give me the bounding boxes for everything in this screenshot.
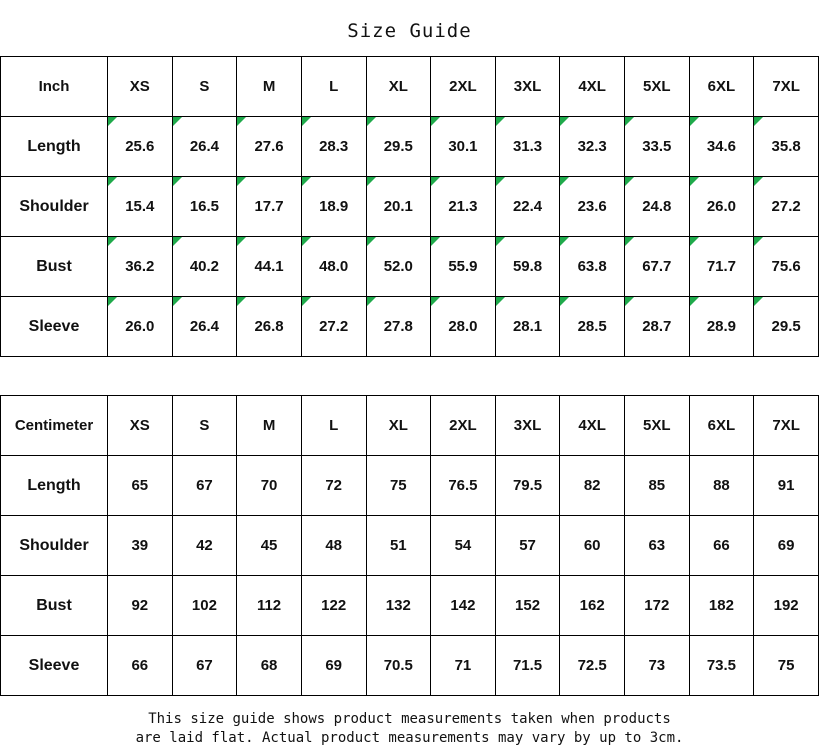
table-row (1, 297, 819, 357)
cm-sleeve-4xl: 72.5 (560, 636, 625, 696)
inch-bust-5xl: 67.7 (625, 237, 690, 297)
cm-size-header-3xl: 3XL (495, 396, 560, 456)
inch-length-6xl: 34.6 (689, 117, 754, 177)
table-spacer (0, 357, 819, 395)
inch-length-l: 28.3 (301, 117, 366, 177)
size-header-7xl: 7XL (754, 57, 819, 117)
inch-sleeve-5xl: 28.7 (625, 297, 690, 357)
size-header-6xl: 6XL (689, 57, 754, 117)
cm-size-header-4xl: 4XL (560, 396, 625, 456)
cm-length-5xl: 85 (625, 456, 690, 516)
inch-length-7xl: 35.8 (754, 117, 819, 177)
cm-length-xs: 65 (108, 456, 173, 516)
inch-bust-6xl: 71.7 (689, 237, 754, 297)
cm-sleeve-2xl: 71 (431, 636, 496, 696)
inch-sleeve-7xl: 29.5 (754, 297, 819, 357)
footnote-line-2: are laid flat. Actual product measurements may vary by up to 3cm. (135, 730, 684, 746)
inch-row-label-bust: Bust (1, 237, 108, 297)
size-header-s: S (172, 57, 237, 117)
cm-row-label-length: Length (1, 456, 108, 516)
cm-bust-5xl: 172 (625, 576, 690, 636)
inch-length-4xl: 32.3 (560, 117, 625, 177)
inch-bust-3xl: 59.8 (495, 237, 560, 297)
cm-sleeve-3xl: 71.5 (495, 636, 560, 696)
table-row (1, 177, 819, 237)
size-header-xl: XL (366, 57, 431, 117)
inch-length-2xl: 30.1 (431, 117, 496, 177)
cm-bust-4xl: 162 (560, 576, 625, 636)
cm-bust-3xl: 152 (495, 576, 560, 636)
inch-length-5xl: 33.5 (625, 117, 690, 177)
cm-shoulder-5xl: 63 (625, 516, 690, 576)
cm-bust-xl: 132 (366, 576, 431, 636)
cm-length-l: 72 (301, 456, 366, 516)
centimeter-size-table (0, 395, 819, 696)
inch-bust-2xl: 55.9 (431, 237, 496, 297)
size-header-m: M (237, 57, 302, 117)
inch-row-label-shoulder: Shoulder (1, 177, 108, 237)
inch-bust-xl: 52.0 (366, 237, 431, 297)
cm-length-m: 70 (237, 456, 302, 516)
inch-sleeve-m: 26.8 (237, 297, 302, 357)
inch-sleeve-4xl: 28.5 (560, 297, 625, 357)
inch-row-label-sleeve: Sleeve (1, 297, 108, 357)
size-header-l: L (301, 57, 366, 117)
cm-row-label-bust: Bust (1, 576, 108, 636)
inch-bust-s: 40.2 (172, 237, 237, 297)
cm-size-header-m: M (237, 396, 302, 456)
cm-bust-6xl: 182 (689, 576, 754, 636)
inch-shoulder-6xl: 26.0 (689, 177, 754, 237)
table-row (1, 456, 819, 516)
inch-length-m: 27.6 (237, 117, 302, 177)
inch-length-xs: 25.6 (108, 117, 173, 177)
cm-size-header-6xl: 6XL (689, 396, 754, 456)
footnote-line-1: This size guide shows product measurements taken when products (148, 711, 671, 727)
cm-sleeve-m: 68 (237, 636, 302, 696)
cm-bust-m: 112 (237, 576, 302, 636)
inch-shoulder-xl: 20.1 (366, 177, 431, 237)
cm-size-header-5xl: 5XL (625, 396, 690, 456)
cm-length-s: 67 (172, 456, 237, 516)
cm-shoulder-m: 45 (237, 516, 302, 576)
cm-bust-xs: 92 (108, 576, 173, 636)
inch-sleeve-s: 26.4 (172, 297, 237, 357)
cm-table-wrapper (0, 395, 819, 696)
inch-shoulder-5xl: 24.8 (625, 177, 690, 237)
cm-size-header-s: S (172, 396, 237, 456)
cm-sleeve-6xl: 73.5 (689, 636, 754, 696)
table-row (1, 117, 819, 177)
cm-row-label-sleeve: Sleeve (1, 636, 108, 696)
cm-shoulder-7xl: 69 (754, 516, 819, 576)
inch-shoulder-l: 18.9 (301, 177, 366, 237)
inch-table-wrapper (0, 56, 819, 357)
inch-unit-label: Inch (1, 57, 108, 117)
cm-size-header-xs: XS (108, 396, 173, 456)
table-row (1, 576, 819, 636)
inch-shoulder-3xl: 22.4 (495, 177, 560, 237)
cm-bust-2xl: 142 (431, 576, 496, 636)
cm-shoulder-3xl: 57 (495, 516, 560, 576)
table-header-row (1, 396, 819, 456)
cm-bust-l: 122 (301, 576, 366, 636)
inch-shoulder-m: 17.7 (237, 177, 302, 237)
table-row (1, 237, 819, 297)
size-header-xs: XS (108, 57, 173, 117)
inch-bust-l: 48.0 (301, 237, 366, 297)
cm-shoulder-xl: 51 (366, 516, 431, 576)
cm-length-7xl: 91 (754, 456, 819, 516)
inch-shoulder-2xl: 21.3 (431, 177, 496, 237)
table-row (1, 516, 819, 576)
cm-unit-label: Centimeter (1, 396, 108, 456)
cm-length-3xl: 79.5 (495, 456, 560, 516)
cm-size-header-7xl: 7XL (754, 396, 819, 456)
inch-sleeve-xl: 27.8 (366, 297, 431, 357)
page-title: Size Guide (347, 20, 472, 42)
inch-sleeve-6xl: 28.9 (689, 297, 754, 357)
inch-shoulder-xs: 15.4 (108, 177, 173, 237)
cm-size-header-l: L (301, 396, 366, 456)
inch-sleeve-2xl: 28.0 (431, 297, 496, 357)
inch-bust-7xl: 75.6 (754, 237, 819, 297)
size-header-3xl: 3XL (495, 57, 560, 117)
size-guide-footnote (0, 696, 819, 748)
inch-row-label-length: Length (1, 117, 108, 177)
inch-length-s: 26.4 (172, 117, 237, 177)
inch-shoulder-7xl: 27.2 (754, 177, 819, 237)
table-row (1, 636, 819, 696)
inch-size-table (0, 56, 819, 357)
cm-length-2xl: 76.5 (431, 456, 496, 516)
inch-shoulder-s: 16.5 (172, 177, 237, 237)
size-header-4xl: 4XL (560, 57, 625, 117)
inch-sleeve-l: 27.2 (301, 297, 366, 357)
cm-shoulder-xs: 39 (108, 516, 173, 576)
inch-shoulder-4xl: 23.6 (560, 177, 625, 237)
inch-sleeve-3xl: 28.1 (495, 297, 560, 357)
cm-shoulder-2xl: 54 (431, 516, 496, 576)
cm-sleeve-5xl: 73 (625, 636, 690, 696)
cm-sleeve-s: 67 (172, 636, 237, 696)
cm-shoulder-4xl: 60 (560, 516, 625, 576)
cm-bust-s: 102 (172, 576, 237, 636)
cm-sleeve-7xl: 75 (754, 636, 819, 696)
cm-shoulder-s: 42 (172, 516, 237, 576)
cm-size-header-2xl: 2XL (431, 396, 496, 456)
cm-sleeve-xs: 66 (108, 636, 173, 696)
inch-bust-4xl: 63.8 (560, 237, 625, 297)
cm-length-4xl: 82 (560, 456, 625, 516)
inch-bust-xs: 36.2 (108, 237, 173, 297)
cm-bust-7xl: 192 (754, 576, 819, 636)
inch-length-3xl: 31.3 (495, 117, 560, 177)
inch-sleeve-xs: 26.0 (108, 297, 173, 357)
cm-shoulder-l: 48 (301, 516, 366, 576)
cm-row-label-shoulder: Shoulder (1, 516, 108, 576)
inch-bust-m: 44.1 (237, 237, 302, 297)
cm-sleeve-l: 69 (301, 636, 366, 696)
cm-shoulder-6xl: 66 (689, 516, 754, 576)
table-header-row (1, 57, 819, 117)
cm-length-xl: 75 (366, 456, 431, 516)
cm-sleeve-xl: 70.5 (366, 636, 431, 696)
size-header-2xl: 2XL (431, 57, 496, 117)
cm-size-header-xl: XL (366, 396, 431, 456)
inch-length-xl: 29.5 (366, 117, 431, 177)
size-header-5xl: 5XL (625, 57, 690, 117)
cm-length-6xl: 88 (689, 456, 754, 516)
